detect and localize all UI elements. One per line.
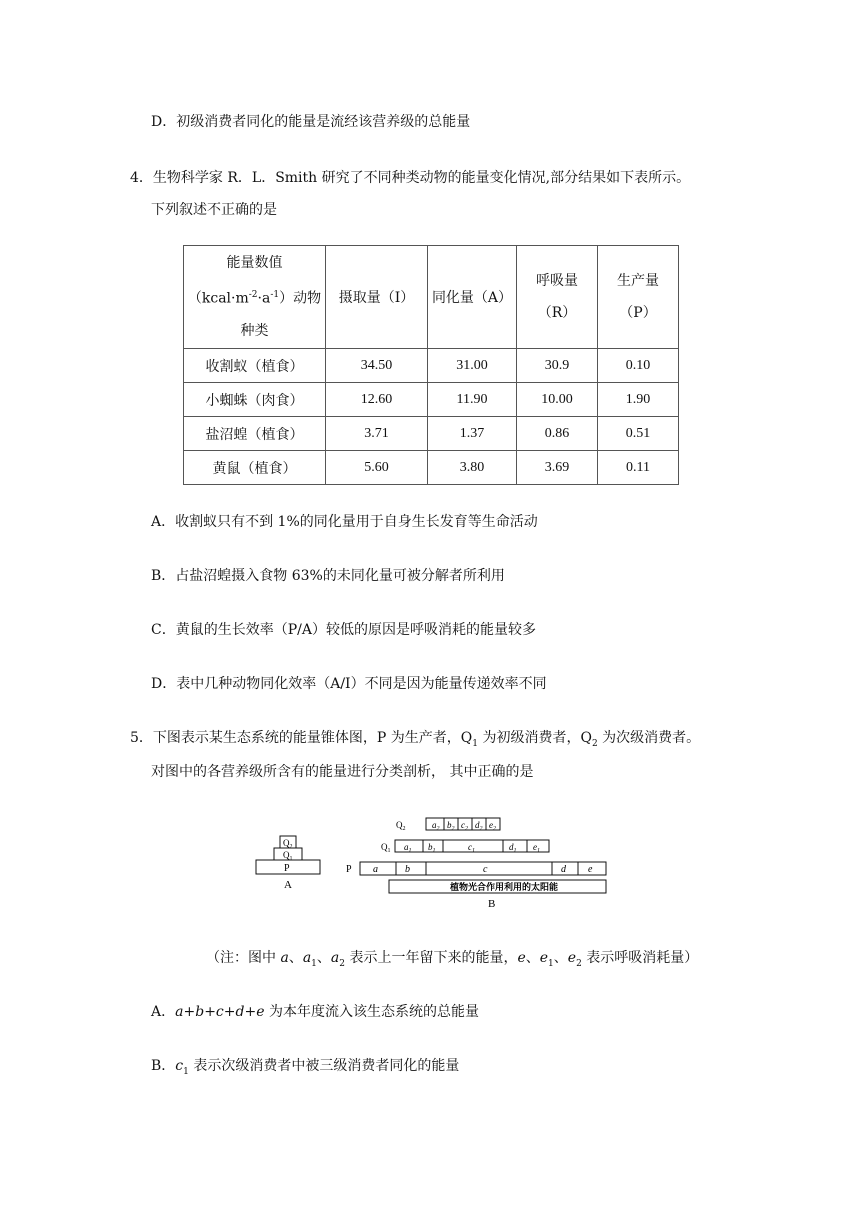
label-b-q2: $Q_2$ <box>396 820 406 832</box>
label-e1: $e_1$ <box>533 842 540 854</box>
q4-option-d: D．表中几种动物同化效率（A/I）不同是因为能量传递效率不同 <box>151 676 547 692</box>
table-header-row <box>184 246 679 349</box>
q3-option-d: D．初级消费者同化的能量是流经该营养级的总能量 <box>151 114 471 130</box>
q4-option-b: B．占盐沼蝗摄入食物 63%的未同化量可被分解者所利用 <box>151 568 505 584</box>
label-a-p: P <box>284 863 290 874</box>
label-a-q1: $Q_1$ <box>283 850 293 862</box>
label-a: A <box>284 879 292 891</box>
cell-assimilation: 31.00 <box>428 349 517 383</box>
cell-species: 黄鼠（植食） <box>184 451 326 485</box>
q5-option-b: B．$c_1$ 表示次级消费者中被三级消费者同化的能量 <box>151 1058 460 1077</box>
q5-stem-line2: 对图中的各营养级所含有的能量进行分类剖析， 其中正确的是 <box>151 764 534 780</box>
q4-stem-line2: 下列叙述不正确的是 <box>151 202 277 218</box>
cell-production: 0.51 <box>598 417 679 451</box>
header-respiration-line1: 呼吸量 <box>536 273 578 289</box>
q4-option-c: C．黄鼠的生长效率（P/A）较低的原因是呼吸消耗的能量较多 <box>151 622 536 638</box>
q5-stem-line1: 5．下图表示某生态系统的能量锥体图，P 为生产者，$Q_1$ 为初级消费者，$Q_2$ 为次级消费者。 <box>130 730 701 749</box>
cell-species: 小蜘蛛（肉食） <box>184 383 326 417</box>
table-row <box>184 417 679 451</box>
label-e2: $e_2$ <box>489 820 496 832</box>
cell-species: 盐沼蝗（植食） <box>184 417 326 451</box>
label-b: B <box>488 898 496 910</box>
energy-pyramid-figure <box>250 812 620 912</box>
cell-respiration: 3.69 <box>517 451 598 485</box>
q5-figure-note: （注：图中 a、$a_1$、$a_2$ 表示上一年留下来的能量，e、$e_1$、$e_2$ 表示呼吸消耗量） <box>206 950 699 969</box>
cell-production: 0.10 <box>598 349 679 383</box>
header-species <box>184 246 326 349</box>
cell-respiration: 10.00 <box>517 383 598 417</box>
label-c-segment: c <box>483 864 488 875</box>
label-a1: $a_1$ <box>404 842 412 854</box>
label-c2: $c_2$ <box>461 820 468 832</box>
header-respiration-line2: （R） <box>537 305 577 321</box>
cell-production: 0.11 <box>598 451 679 485</box>
q5-option-a: A．a+b+c+d+e 为本年度流入该生态系统的总能量 <box>151 1004 479 1020</box>
header-species-line2: $(kcal\cdot m^{-2}\cdot a^{-1})$动物 <box>187 290 322 307</box>
label-b-q1: $Q_1$ <box>381 842 391 854</box>
cell-production: 1.90 <box>598 383 679 417</box>
table-row <box>184 451 679 485</box>
cell-intake: 3.71 <box>326 417 428 451</box>
label-b-p: P <box>346 864 352 875</box>
table-row <box>184 349 679 383</box>
cell-assimilation: 1.37 <box>428 417 517 451</box>
header-production <box>598 246 679 349</box>
q4-stem-line1: 4．生物科学家 R．L．Smith 研究了不同种类动物的能量变化情况,部分结果如下表所示。 <box>130 170 691 186</box>
cell-assimilation: 3.80 <box>428 451 517 485</box>
header-intake: 摄取量（I） <box>326 246 428 349</box>
header-assimilation: 同化量（A） <box>428 246 517 349</box>
label-d2: $d_2$ <box>475 820 483 832</box>
cell-respiration: 30.9 <box>517 349 598 383</box>
cell-assimilation: 11.90 <box>428 383 517 417</box>
cell-intake: 12.60 <box>326 383 428 417</box>
label-d-segment: d <box>561 864 566 875</box>
label-c1: $c_1$ <box>468 842 475 854</box>
header-production-line2: （P） <box>619 305 657 321</box>
label-a-segment: a <box>373 864 378 875</box>
energy-table <box>183 245 679 485</box>
q4-option-a: A．收割蚁只有不到 1%的同化量用于自身生长发育等生命活动 <box>151 514 538 530</box>
cell-respiration: 0.86 <box>517 417 598 451</box>
label-a-q2: $Q_2$ <box>283 838 293 850</box>
label-b-segment: b <box>405 864 410 875</box>
header-species-line3: 种类 <box>240 322 269 339</box>
header-respiration <box>517 246 598 349</box>
label-sunlight: 植物光合作用利用的太阳能 <box>450 882 559 892</box>
label-d1: $d_1$ <box>509 842 517 854</box>
header-production-line1: 生产量 <box>617 273 659 289</box>
label-e-segment: e <box>588 864 593 875</box>
cell-intake: 5.60 <box>326 451 428 485</box>
label-b2: $b_2$ <box>447 820 455 832</box>
cell-species: 收割蚁（植食） <box>184 349 326 383</box>
cell-intake: 34.50 <box>326 349 428 383</box>
header-species-line1: 能量数值 <box>226 255 283 272</box>
table-row <box>184 383 679 417</box>
label-a2: $a_2$ <box>432 820 440 832</box>
label-b1: $b_1$ <box>428 842 436 854</box>
